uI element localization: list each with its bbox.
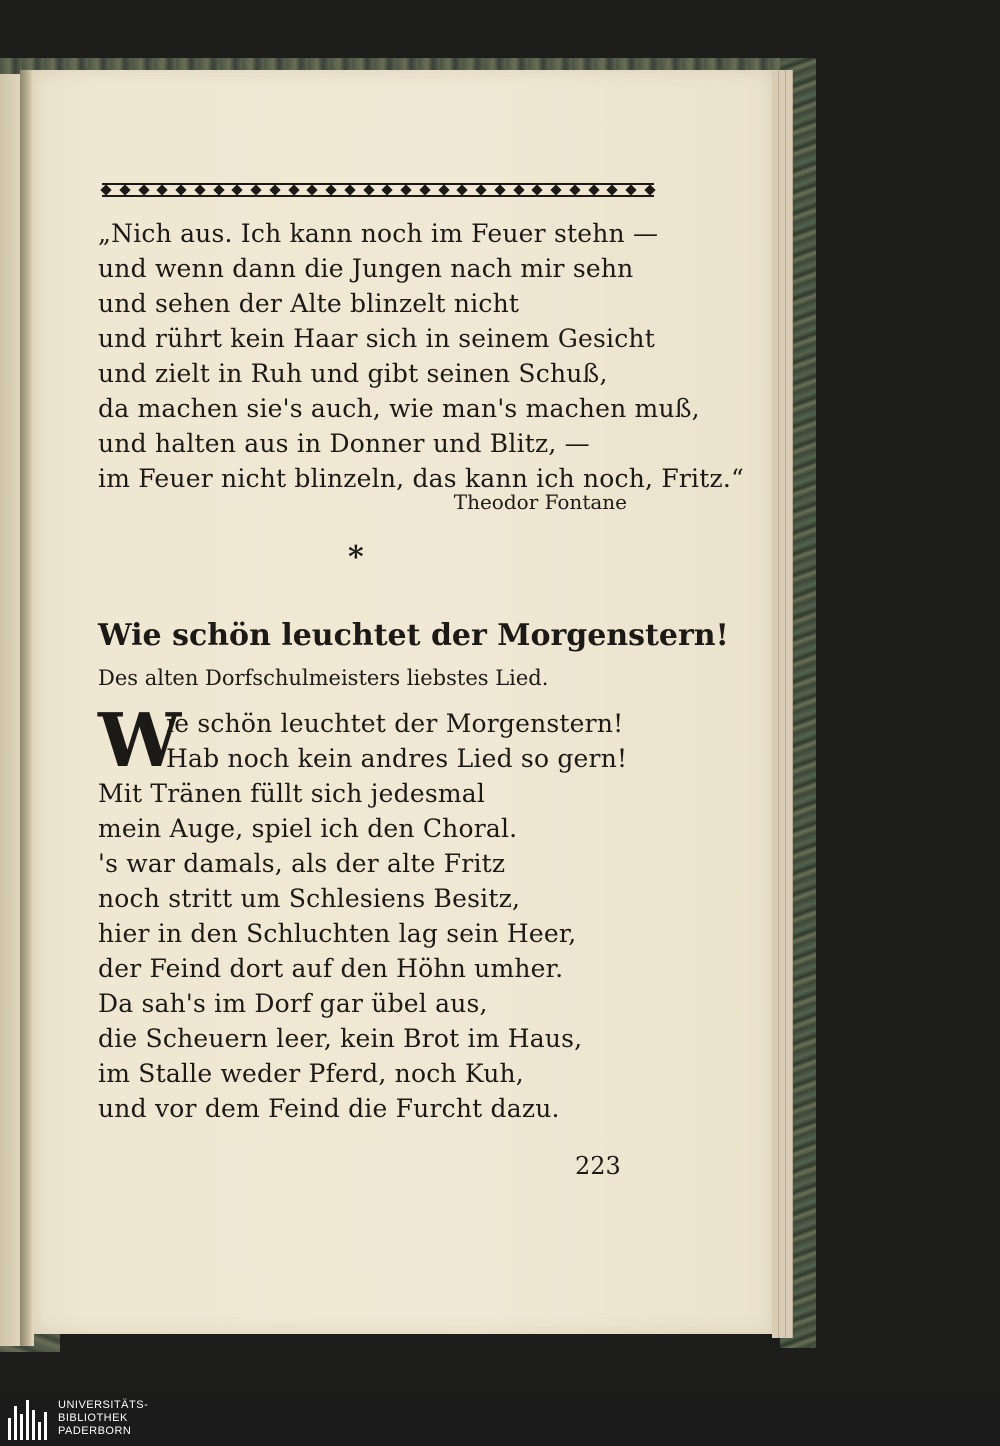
poem-line: „Nich aus. Ich kann noch im Feuer stehn —	[98, 219, 659, 248]
poem-line: und halten aus in Donner und Blitz, —	[98, 429, 590, 458]
poem-line: der Feind dort auf den Höhn umher.	[98, 954, 564, 983]
page-edge	[772, 70, 779, 1338]
ornament-rule	[102, 183, 654, 197]
poem-line: da machen sie's auch, wie man's machen muß,	[98, 394, 700, 423]
library-bars-icon	[6, 1398, 52, 1444]
poem-line: die Scheuern leer, kein Brot im Haus,	[98, 1024, 583, 1053]
poem-line: und vor dem Feind die Furcht dazu.	[98, 1094, 560, 1123]
poem-author: Theodor Fontane	[453, 490, 627, 514]
poem-line: ie schön leuchtet der Morgenstern!	[166, 709, 624, 738]
library-name-line: BIBLIOTHEK	[58, 1412, 128, 1424]
poem-line: mein Auge, spiel ich den Choral.	[98, 814, 518, 843]
page-edge	[779, 70, 786, 1338]
poem-line: und wenn dann die Jungen nach mir sehn	[98, 254, 634, 283]
section-separator: *	[348, 540, 364, 575]
poem-line: und rührt kein Haar sich in seinem Gesicht	[98, 324, 655, 353]
poem-line: im Stalle weder Pferd, noch Kuh,	[98, 1059, 524, 1088]
left-page-sliver	[0, 74, 22, 1346]
poem-line: Hab noch kein andres Lied so gern!	[166, 744, 628, 773]
song-text	[98, 698, 628, 1126]
poem-line: und sehen der Alte blinzelt nicht	[98, 289, 520, 318]
poem-line: Mit Tränen füllt sich jedesmal	[98, 779, 486, 808]
song-title: Wie schön leuchtet der Morgenstern!	[98, 618, 729, 653]
poem-line: im Feuer nicht blinzeln, das kann ich noch, Fritz.“	[98, 464, 744, 493]
poem-line: hier in den Schluchten lag sein Heer,	[98, 919, 577, 948]
drop-cap: W	[98, 698, 182, 784]
poem-line: noch stritt um Schlesiens Besitz,	[98, 884, 521, 913]
library-name	[58, 1399, 148, 1438]
page-edge	[786, 70, 793, 1338]
library-name-line: PADERBORN	[58, 1425, 132, 1437]
library-name-line: UNIVERSITÄTS-	[58, 1399, 149, 1411]
poem-ending	[98, 216, 744, 496]
page-number: 223	[575, 1152, 621, 1180]
song-subtitle: Des alten Dorfschulmeisters liebstes Lied.	[98, 666, 549, 690]
poem-line: 's war damals, als der alte Fritz	[98, 849, 506, 878]
poem-line: und zielt in Ruh und gibt seinen Schuß,	[98, 359, 608, 388]
library-footer	[0, 1396, 1000, 1446]
poem-line: Da sah's im Dorf gar übel aus,	[98, 989, 488, 1018]
book-page	[32, 70, 772, 1334]
